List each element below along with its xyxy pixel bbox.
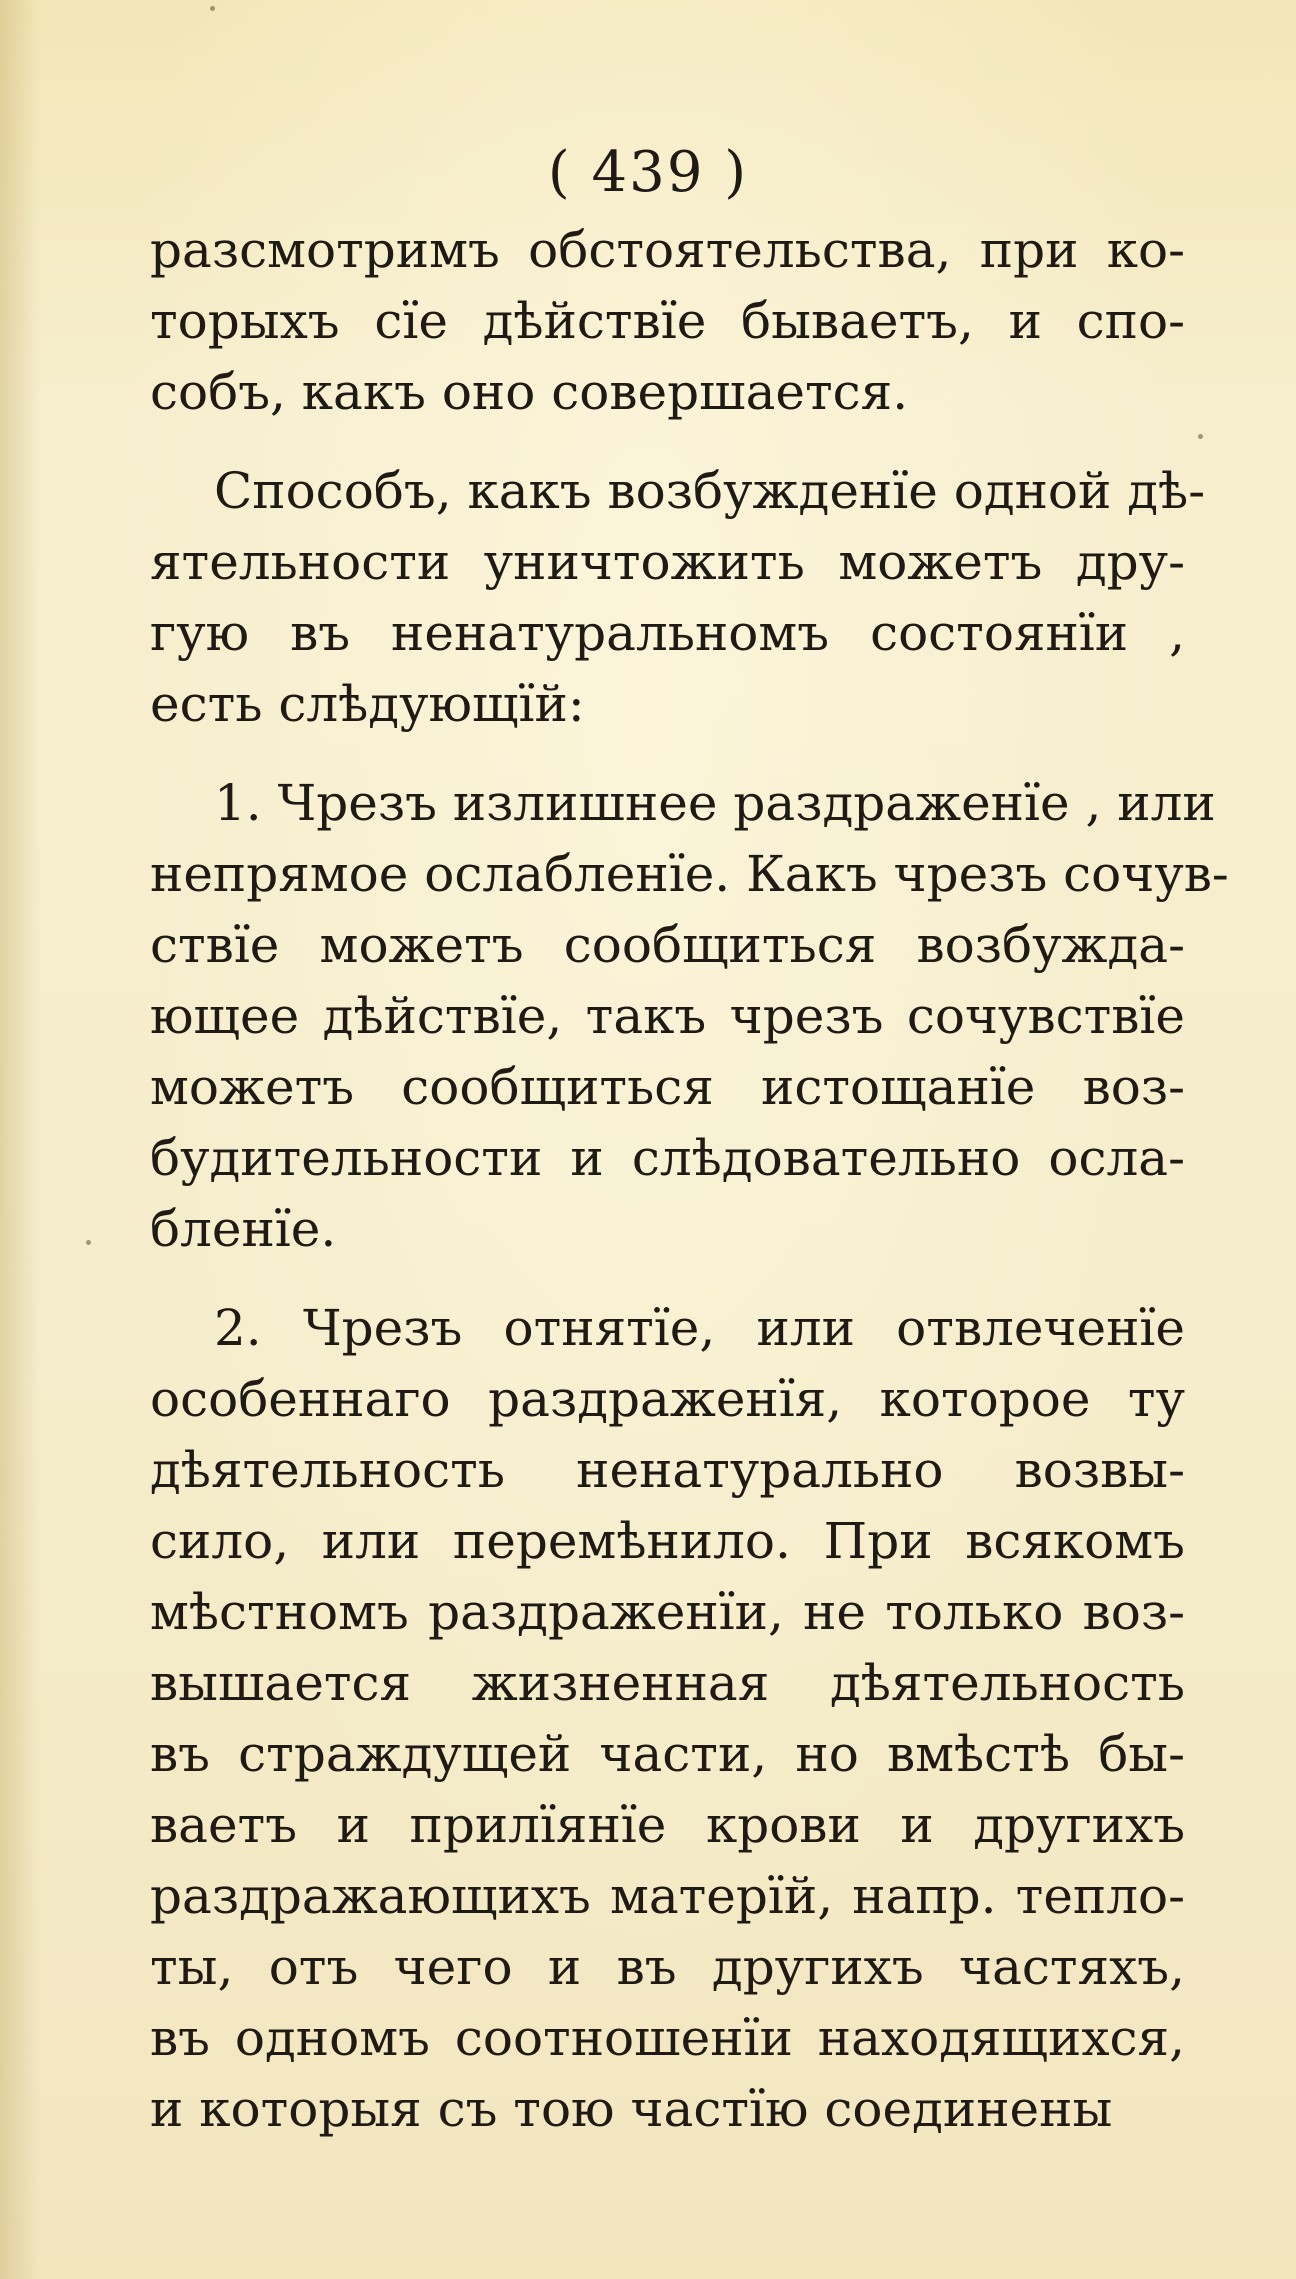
text-line: 1. Чрезъ излишнее раздраженїе , или — [214, 774, 1216, 832]
paragraph-1 — [150, 215, 1185, 428]
text-line: будительности и слѣдовательно осла- — [150, 1129, 1185, 1187]
text-line: собъ, какъ оно совершается. — [150, 363, 909, 421]
text-line: есть слѣдующїй: — [150, 675, 585, 733]
text-line: можетъ сообщиться истощанїе воз- — [150, 1058, 1185, 1116]
text-line: ствїе можетъ сообщиться возбужда- — [150, 916, 1185, 974]
paper-speck — [1198, 434, 1203, 439]
paragraph-3 — [150, 768, 1229, 1265]
text-line: гую въ ненатуральномъ состоянїи , — [150, 604, 1185, 662]
paragraph-4 — [150, 1293, 1185, 2145]
paragraph-2 — [150, 456, 1206, 740]
text-line: раздражающихъ матерїй, напр. тепло- — [150, 1867, 1185, 1925]
text-line: сило, или перемѣнило. При всякомъ — [150, 1512, 1185, 1570]
text-line: дѣятельность ненатурально возвы- — [150, 1441, 1185, 1499]
text-line: вышается жизненная дѣятельность — [150, 1654, 1185, 1712]
text-line: особеннаго раздраженїя, которое ту — [150, 1370, 1185, 1428]
text-line: 2. Чрезъ отнятїе, или отвлеченїе — [214, 1299, 1185, 1357]
text-line: непрямое ослабленїе. Какъ чрезъ сочув- — [150, 845, 1229, 903]
text-line: ваетъ и прилїянїе крови и другихъ — [150, 1796, 1185, 1854]
text-line: и которыя съ тою частїю соединены — [150, 2080, 1113, 2138]
paper-speck — [210, 6, 215, 11]
text-line: въ одномъ соотношенїи находящихся, — [150, 2009, 1185, 2067]
body-text — [150, 215, 1229, 2145]
page-number: ( 439 ) — [547, 140, 749, 205]
text-line: ятельности уничтожить можетъ дру- — [150, 533, 1185, 591]
text-line: торыхъ сїе дѣйствїе бываетъ, и спо- — [150, 292, 1185, 350]
text-line: ющее дѣйствїе, такъ чрезъ сочувствїе — [150, 987, 1185, 1045]
text-line: разсмотримъ обстоятельства, при ко- — [150, 221, 1185, 279]
text-line: Способъ, какъ возбужденїе одной дѣ- — [214, 462, 1206, 520]
text-line: бленїе. — [150, 1200, 337, 1258]
paper-speck — [86, 1240, 91, 1245]
text-line: ты, отъ чего и въ другихъ частяхъ, — [150, 1938, 1185, 1996]
text-line: мѣстномъ раздраженїи, не только воз- — [150, 1583, 1185, 1641]
text-line: въ страждущей части, но вмѣстѣ бы- — [150, 1725, 1185, 1783]
